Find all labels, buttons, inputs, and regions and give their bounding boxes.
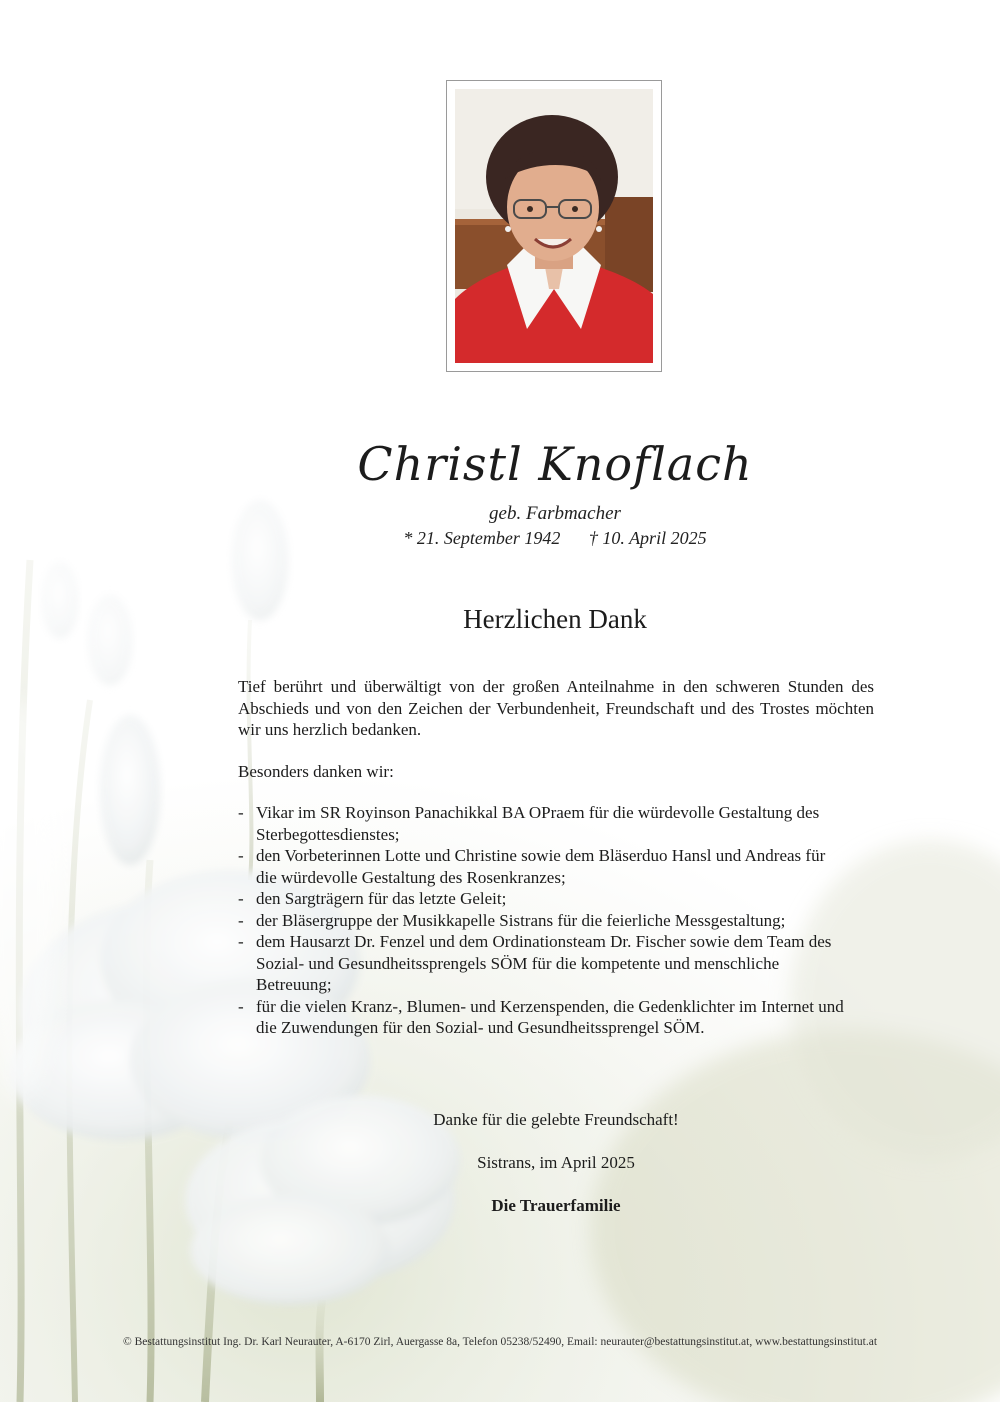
list-item-text: dem Hausarzt Dr. Fenzel und dem Ordinationsteam Dr. Fischer sowie dem Team des Sozial- und Gesundheitssprengels SÖM für die kompetente und menschliche Betreuung; bbox=[256, 932, 832, 994]
list-item-text: für die vielen Kranz-, Blumen- und Kerzenspenden, die Gedenklichter im Internet und die Zuwendungen für den Sozial- und Gesundheitssprengel SÖM. bbox=[256, 996, 844, 1037]
life-dates bbox=[0, 528, 1000, 549]
list-item bbox=[238, 910, 846, 932]
list-item bbox=[238, 888, 846, 910]
thanks-intro: Besonders danken wir: bbox=[238, 761, 394, 781]
list-item bbox=[238, 845, 846, 888]
list-dash: - bbox=[238, 889, 244, 908]
body-text bbox=[238, 676, 874, 1039]
birth-date: * 21. September 1942 bbox=[403, 528, 561, 548]
list-item bbox=[238, 996, 846, 1039]
maiden-name: geb. Farbmacher bbox=[489, 503, 621, 524]
list-dash: - bbox=[238, 803, 244, 822]
signature: Die Trauerfamilie bbox=[491, 1196, 621, 1215]
death-date: † 10. April 2025 bbox=[588, 528, 707, 548]
list-dash: - bbox=[238, 846, 244, 865]
place-date: Sistrans, im April 2025 bbox=[477, 1153, 635, 1172]
list-item bbox=[238, 802, 846, 845]
list-item-text: den Sargträgern für das letzte Geleit; bbox=[256, 889, 507, 908]
list-dash: - bbox=[238, 932, 244, 951]
list-item-text: der Bläsergruppe der Musikkapelle Sistrans für die feierliche Messgestaltung; bbox=[256, 910, 786, 930]
list-item bbox=[238, 931, 846, 996]
list-dash: - bbox=[238, 996, 244, 1016]
portrait-frame bbox=[446, 80, 662, 372]
list-dash: - bbox=[238, 910, 244, 930]
thanks-heading: Herzlichen Dank bbox=[463, 604, 647, 634]
portrait-photo bbox=[455, 89, 653, 363]
closing-line: Danke für die gelebte Freundschaft! bbox=[433, 1110, 679, 1129]
intro-paragraph: Tief berührt und überwältigt von der großen Anteilnahme in den schweren Stunden des Abschieds und von den Zeichen der Verbundenheit, Freundschaft und des Trostes möchten wir uns herzlich bedanken. bbox=[238, 677, 874, 739]
deceased-name: Christl Knoflach bbox=[357, 437, 753, 491]
thanks-list bbox=[238, 802, 874, 1039]
list-item-text: den Vorbeterinnen Lotte und Christine sowie dem Bläserduo Hansl und Andreas für die würdevolle Gestaltung des Rosenkranzes; bbox=[256, 846, 826, 887]
list-item-text: Vikar im SR Royinson Panachikkal BA OPraem für die würdevolle Gestaltung des Sterbegottesdienstes; bbox=[256, 803, 820, 844]
footer-imprint: © Bestattungsinstitut Ing. Dr. Karl Neurauter, A-6170 Zirl, Auergasse 8a, Telefon 05238/52490, Email: neurauter@bestattungsinstitut.at, www.bestattungsinstitut.at bbox=[122, 1336, 878, 1348]
